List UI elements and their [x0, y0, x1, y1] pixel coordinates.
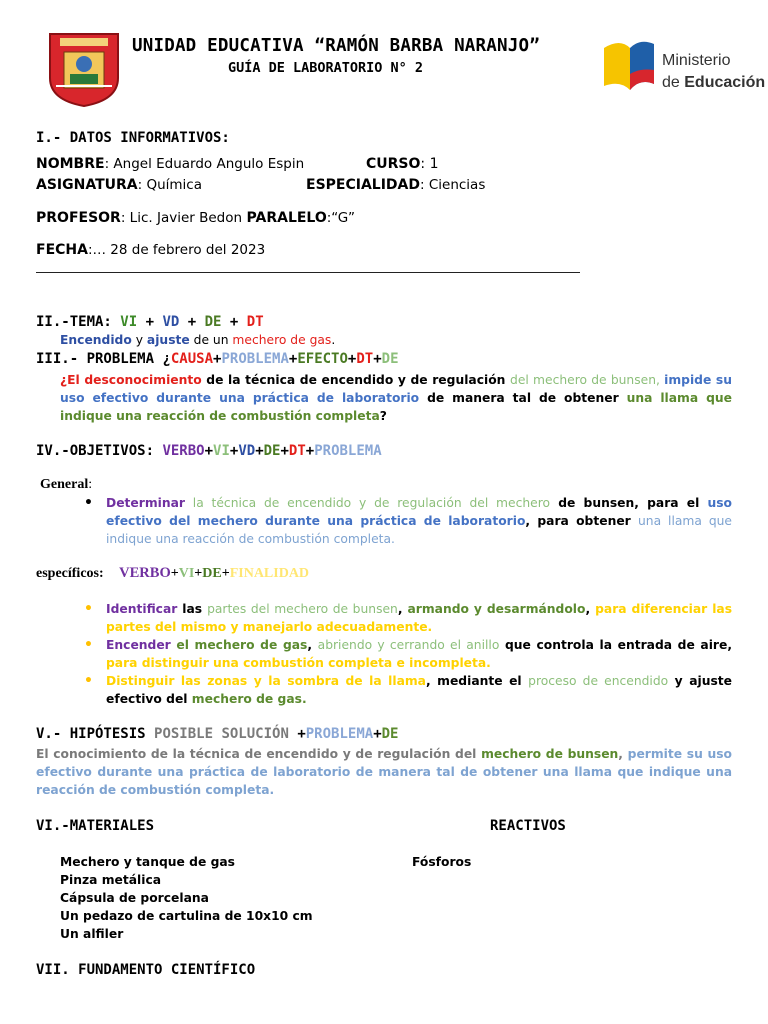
s1-las: las — [177, 602, 208, 616]
tema-vi: VI — [120, 314, 138, 330]
general-g2: la técnica de encendido y de regulación del mechero — [184, 496, 551, 510]
asignatura-value: : Química — [137, 177, 202, 193]
s1-finalidad: para diferenciar las partes del mismo y manejarlo adecuadamente. — [106, 602, 733, 634]
problema-de: DE — [381, 351, 399, 367]
problema-text — [60, 371, 732, 425]
problema-t4: impide su uso efectivo durante una práctica de laboratorio — [60, 373, 732, 405]
problema-t2: de la técnica de encendido y de regulación — [201, 373, 511, 387]
tema-dot: . — [331, 333, 336, 347]
problema-prefix: III.- PROBLEMA — [36, 351, 163, 367]
problema-t5: de manera tal de obtener — [419, 391, 627, 405]
especificos-heading — [36, 565, 309, 582]
s2-controla: que controla la entrada de aire, — [499, 638, 732, 652]
general-label: General — [40, 477, 89, 492]
objetivos-vd: VD — [238, 443, 256, 459]
objetivos-problema: PROBLEMA — [314, 443, 382, 459]
objetivos-prefix: IV.-OBJETIVOS: — [36, 443, 163, 459]
tema-encendido: Encendido — [60, 333, 132, 347]
problema-causa: CAUSA — [170, 351, 214, 367]
materiales-heading: VI.-MATERIALES — [36, 818, 155, 834]
bullet-icon: • — [84, 673, 93, 689]
general-objective — [84, 494, 733, 548]
list-item: Pinza metálica — [60, 873, 162, 887]
general-g1: Determinar — [106, 496, 185, 510]
tema-de: DE — [204, 314, 222, 330]
tema-y: y — [131, 333, 147, 347]
especificos-de: DE — [202, 566, 222, 581]
school-logo — [46, 30, 122, 108]
curso-value: : 1 — [420, 156, 439, 172]
general-g4: uso efectivo del mechero durante una práctica de laboratorio — [106, 496, 732, 528]
hipotesis-t4: permite su uso efectivo durante una práctica de laboratorio de manera tal de obtener una llama que indique una reacción de combustión completa. — [36, 747, 733, 797]
ministry-logo — [600, 34, 766, 98]
s2-mechero: el mechero de gas — [170, 638, 308, 652]
list-item: Un alfiler — [60, 927, 124, 941]
hipotesis-prefix: V.- HIPÓTESIS — [36, 726, 155, 742]
hipotesis-problema: PROBLEMA — [305, 726, 374, 742]
bullet-icon: • — [84, 601, 93, 617]
objetivos-vi: VI — [213, 443, 230, 459]
fundamento-heading: VII. FUNDAMENTO CIENTÍFICO — [36, 962, 256, 978]
problema-p3: + — [347, 351, 357, 367]
problema-p4: + — [373, 351, 382, 367]
s2-comma: , — [307, 638, 318, 652]
especificos-label: específicos: — [36, 566, 104, 581]
problema-p2: + — [288, 351, 298, 367]
especialidad-row — [306, 177, 485, 193]
asignatura-row — [36, 177, 202, 193]
ministry-line1: Ministerio — [662, 52, 731, 69]
bullet-icon: • — [84, 637, 93, 653]
list-item — [84, 672, 733, 708]
ministry-de: de — [662, 74, 685, 91]
hipotesis-t2: mechero de bunsen — [481, 747, 619, 761]
s1-partes: partes del mechero de bunsen — [207, 602, 398, 616]
tema-ajuste: ajuste — [146, 333, 190, 347]
profesor-label: PROFESOR — [36, 210, 121, 226]
objetivos-de: DE — [263, 443, 281, 459]
ministry-emblem-icon — [600, 34, 660, 94]
tema-plus1: + — [137, 314, 163, 330]
especificos-p3: + — [221, 566, 230, 581]
list-item — [84, 600, 733, 636]
objetivos-p1: + — [204, 443, 214, 459]
hipotesis-text — [36, 745, 732, 799]
problema-q: ¿ — [162, 351, 171, 367]
hipotesis-p2: + — [373, 726, 382, 742]
hipotesis-p1: + — [297, 726, 306, 742]
hipotesis-heading — [36, 726, 398, 742]
problema-heading — [36, 351, 399, 367]
s2-finalidad: para distinguir una combustión completa e incompleta. — [106, 656, 491, 670]
curso-label: CURSO — [366, 156, 421, 172]
tema-prefix: II.-TEMA: — [36, 314, 121, 330]
reactivos-heading: REACTIVOS — [490, 818, 566, 834]
ministry-educacion: Educación — [684, 74, 766, 91]
especificos-vi: VI — [178, 566, 195, 581]
fecha-label: FECHA — [36, 242, 88, 258]
reactivos-list — [412, 853, 471, 871]
problema-problema: PROBLEMA — [221, 351, 289, 367]
problema-p1: + — [213, 351, 222, 367]
list-item: Mechero y tanque de gas — [60, 855, 236, 869]
objetivos-verbo: VERBO — [162, 443, 205, 459]
materiales-list — [60, 853, 313, 943]
hipotesis-t3: , — [618, 747, 628, 761]
curso-row — [366, 156, 439, 172]
general-g5: , para obtener — [525, 514, 639, 528]
problema-t1: ¿El desconocimiento — [60, 373, 202, 387]
problema-t7: ? — [379, 409, 387, 423]
especialidad-label: ESPECIALIDAD — [306, 177, 420, 193]
tema-mechero: mechero de gas — [232, 333, 332, 347]
specific-objectives-list — [84, 600, 733, 708]
list-item: Un pedazo de cartulina de 10x10 cm — [60, 909, 313, 923]
objetivos-dt: DT — [288, 443, 306, 459]
tema-plus3: + — [221, 314, 247, 330]
tema-heading — [36, 314, 264, 330]
objetivos-p4: + — [280, 443, 289, 459]
nombre-label: NOMBRE — [36, 156, 105, 172]
especificos-p1: + — [170, 566, 179, 581]
especialidad-value: : Ciencias — [420, 177, 486, 193]
profesor-value: : Lic. Javier Bedon — [120, 210, 243, 226]
s2-abriendo: abriendo y cerrando el anillo — [317, 638, 500, 652]
problema-t6: una llama que indique una reacción de combustión completa — [60, 391, 732, 423]
list-item — [84, 636, 732, 672]
ministry-line2 — [662, 74, 765, 92]
fecha-row — [36, 242, 265, 258]
especificos-verbo: VERBO — [119, 565, 171, 581]
asignatura-label: ASIGNATURA — [36, 177, 138, 193]
general-g3: de bunsen, para el — [550, 496, 708, 510]
s3-verb: Distinguir las zonas y la sombra de la llama — [106, 674, 426, 688]
general-g6: una llama que indique una reacción de combustión completa. — [106, 514, 733, 546]
s1-verb: Identificar — [106, 602, 178, 616]
general-colon: : — [88, 477, 93, 492]
profesor-row — [36, 210, 355, 226]
paralelo-value: :“G” — [326, 210, 355, 226]
nombre-value: : Angel Eduardo Angulo Espin — [104, 156, 305, 172]
tema-vd: VD — [162, 314, 180, 330]
s1-comma1: , — [397, 602, 408, 616]
s3-mediante: , mediante el — [425, 674, 529, 688]
datos-heading: I.- DATOS INFORMATIVOS: — [36, 130, 230, 146]
tema-dt: DT — [246, 314, 264, 330]
especificos-p2: + — [194, 566, 203, 581]
tema-line — [60, 333, 335, 347]
list-item: Fósforos — [412, 855, 472, 869]
objetivos-p5: + — [305, 443, 315, 459]
s3-proceso: proceso de encendido — [528, 674, 669, 688]
hipotesis-posible: POSIBLE SOLUCIÓN — [154, 726, 298, 742]
school-title: UNIDAD EDUCATIVA “RAMÓN BARBA NARANJO” — [132, 36, 540, 56]
problema-efecto: EFECTO — [297, 351, 348, 367]
objetivos-p3: + — [255, 443, 264, 459]
s1-comma2: , — [585, 602, 596, 616]
divider-line — [36, 272, 580, 273]
general-heading — [40, 477, 92, 493]
s3-mechero: mechero de gas. — [191, 692, 307, 706]
hipotesis-t1: El conocimiento de la técnica de encendido y de regulación del — [36, 747, 482, 761]
s2-verb: Encender — [106, 638, 171, 652]
fecha-value: :… 28 de febrero del 2023 — [87, 242, 266, 258]
list-item: Cápsula de porcelana — [60, 891, 209, 905]
especificos-finalidad: FINALIDAD — [229, 566, 310, 581]
paralelo-label: PARALELO — [246, 210, 327, 226]
tema-plus2: + — [179, 314, 205, 330]
hipotesis-de: DE — [381, 726, 399, 742]
nombre-row — [36, 156, 304, 172]
tema-deun: de un — [189, 333, 233, 347]
problema-t3: del mechero de bunsen, — [510, 373, 665, 387]
guide-title: GUÍA DE LABORATORIO N° 2 — [228, 60, 424, 76]
s1-armando: armando y desarmándolo — [407, 602, 586, 616]
bullet-icon: • — [84, 495, 93, 511]
s3-ajuste: y ajuste efectivo del — [106, 674, 733, 706]
objetivos-heading — [36, 443, 382, 459]
objetivos-p2: + — [229, 443, 239, 459]
problema-dt: DT — [356, 351, 374, 367]
